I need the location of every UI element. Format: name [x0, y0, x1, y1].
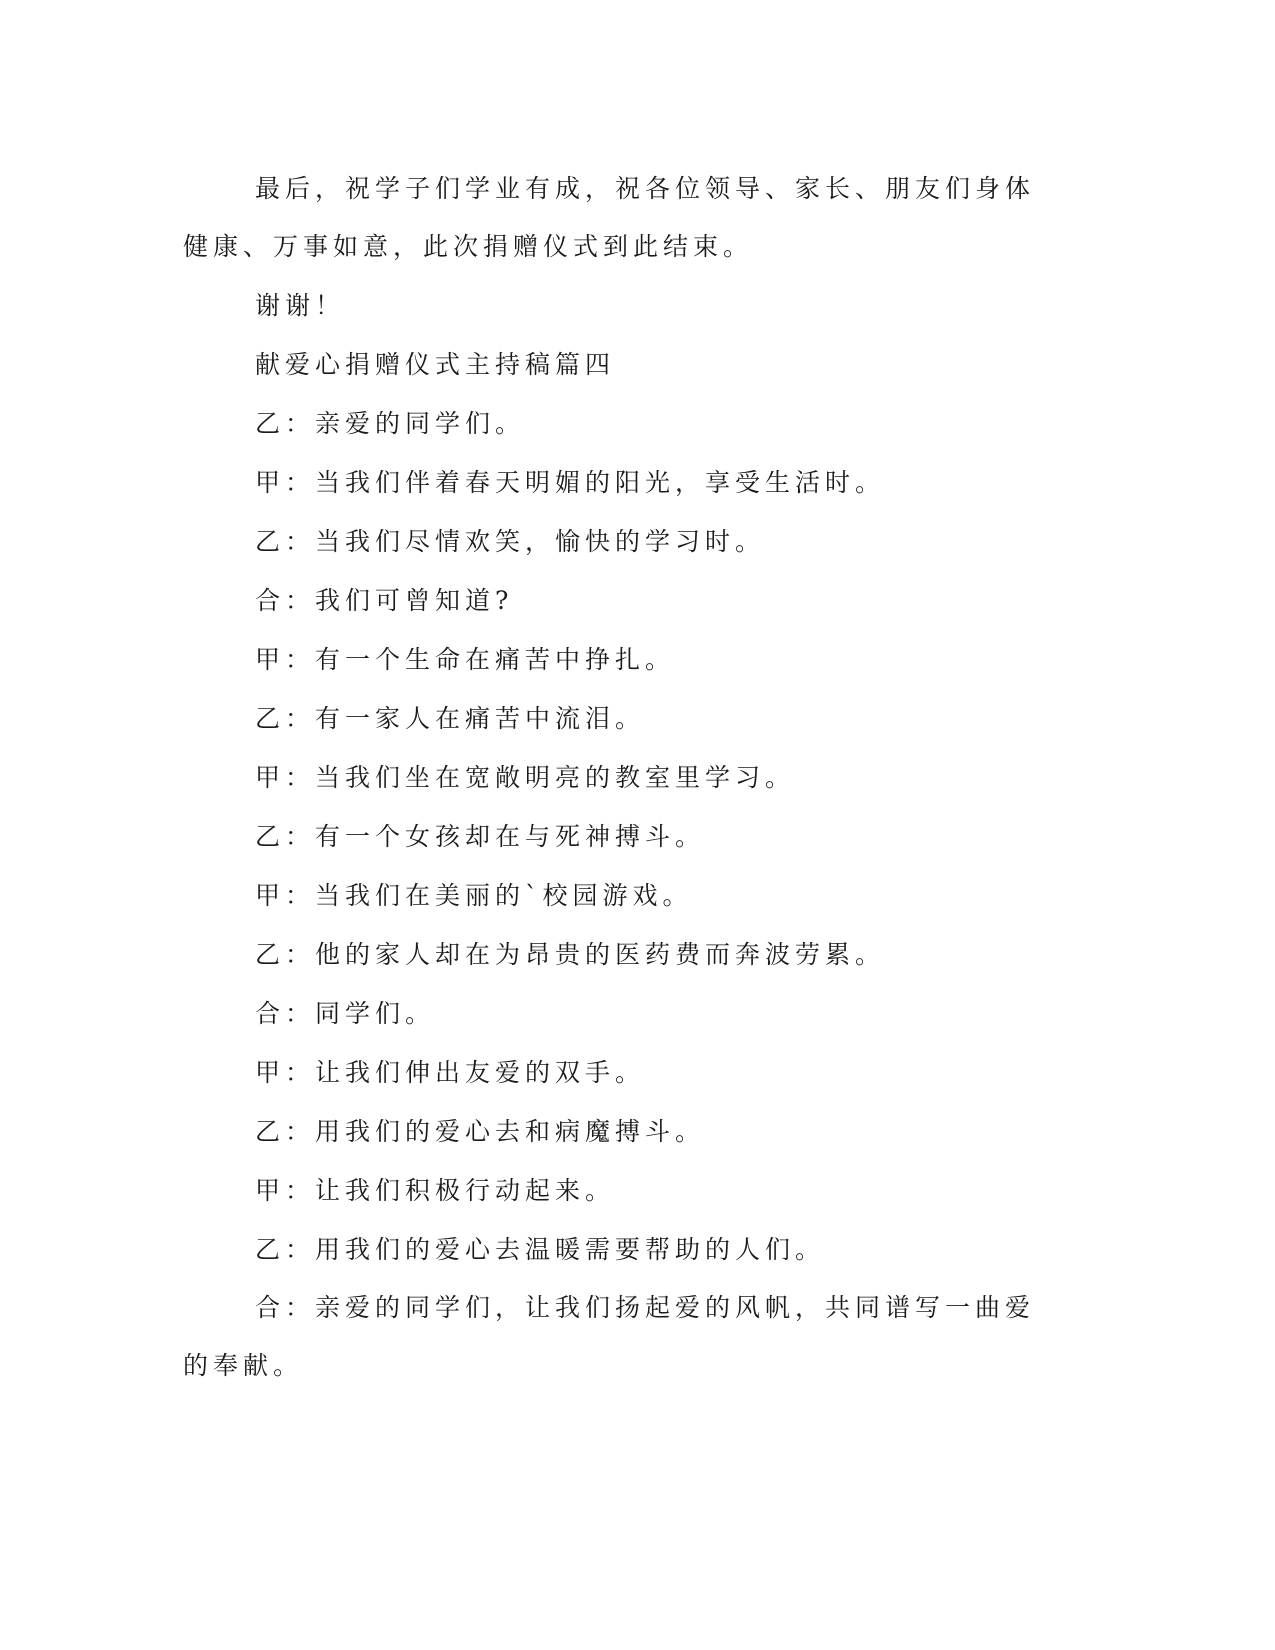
dialogue-line: 乙：他的家人却在为昂贵的医药费而奔波劳累。: [255, 940, 886, 969]
dialogue-line: 甲：有一个生命在痛苦中挣扎。: [255, 645, 676, 674]
dialogue-line: 合：同学们。: [255, 999, 436, 1028]
dialogue-line: 甲：让我们积极行动起来。: [255, 1176, 616, 1205]
dialogue-line: 乙：用我们的爱心去温暖需要帮助的人们。: [255, 1235, 826, 1264]
closing-wishes-paragraph: 最后，祝学子们学业有成，祝各位领导、家长、朋友们身体健康、万事如意，此次捐赠仪式到此结束。: [183, 174, 1036, 261]
dialogue-line: 甲：当我们在美丽的`校园游戏。: [255, 881, 693, 910]
dialogue-line: 乙：有一家人在痛苦中流泪。: [255, 704, 646, 733]
document-body: [183, 160, 1063, 1395]
dialogue-line: 合：我们可曾知道?: [255, 586, 514, 615]
dialogue-line: 乙：亲爱的同学们。: [255, 409, 526, 438]
section-heading: 献爱心捐赠仪式主持稿篇四: [255, 350, 616, 379]
dialogue-line: 甲：让我们伸出友爱的双手。: [255, 1058, 646, 1087]
dialogue-line: 乙：用我们的爱心去和病魔搏斗。: [255, 1117, 706, 1146]
dialogue-line: 合：亲爱的同学们，让我们扬起爱的风帆，共同谱写一曲爱的奉献。: [183, 1293, 1036, 1380]
dialogue-line: 乙：当我们尽情欢笑，愉快的学习时。: [255, 527, 766, 556]
dialogue-line: 甲：当我们伴着春天明媚的阳光，享受生活时。: [255, 468, 886, 497]
thanks-paragraph: 谢谢！: [255, 291, 346, 320]
dialogue-line: 甲：当我们坐在宽敞明亮的教室里学习。: [255, 763, 796, 792]
dialogue-line: 乙：有一个女孩却在与死神搏斗。: [255, 822, 706, 851]
